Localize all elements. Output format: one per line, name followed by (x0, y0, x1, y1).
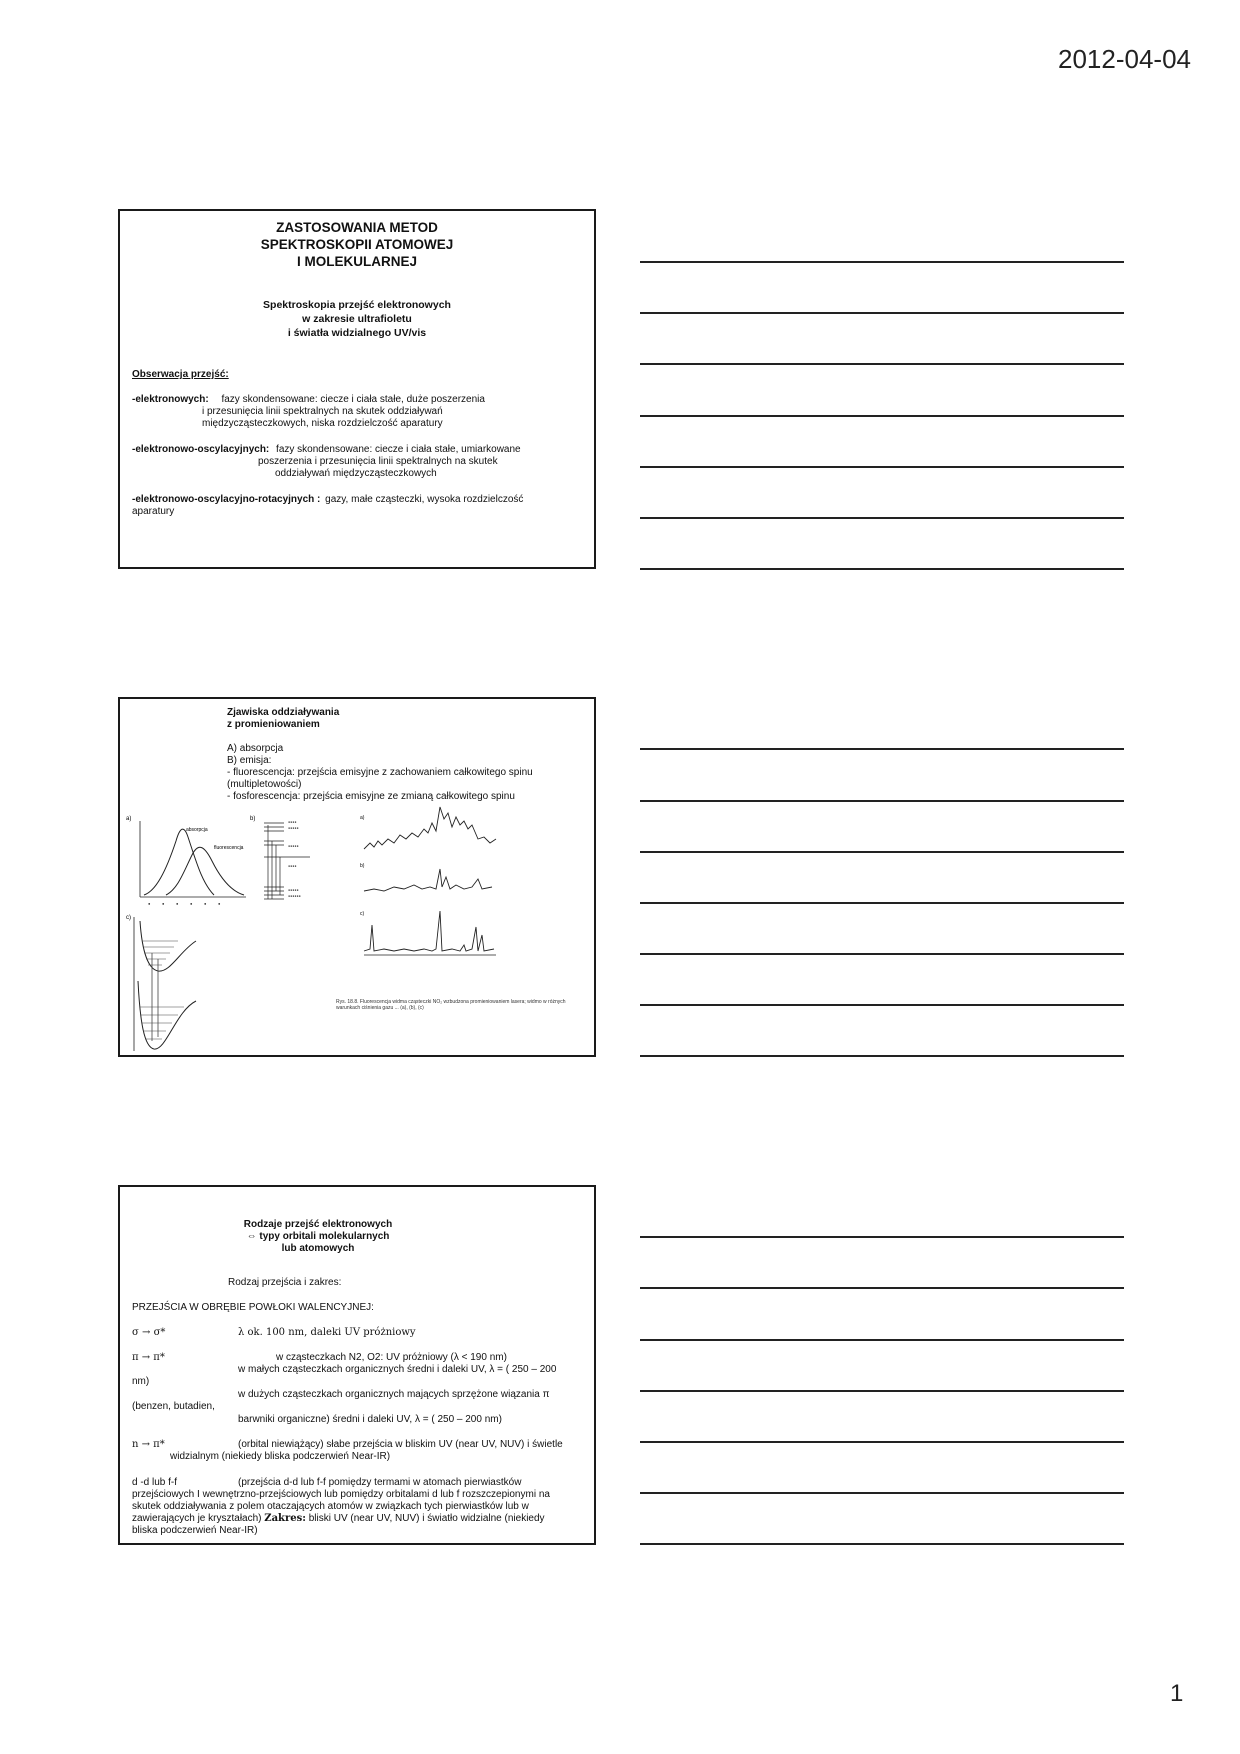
slide-3-title-line: Rodzaje przejść elektronowych (243, 1219, 393, 1230)
slide-1-subtitle (120, 298, 594, 340)
body-line: - fluorescencja: przejścia emisyjne z zachowaniem całkowitego spinu (227, 767, 533, 778)
svg-text:●: ● (204, 901, 207, 906)
svg-text:●●●●●: ●●●●● (288, 888, 299, 892)
n-pi-transition-symbol: n → π* (132, 1439, 165, 1450)
observation-heading: Obserwacja przejść: (132, 369, 229, 380)
body-line: A) absorpcja (227, 743, 284, 754)
item-term: -elektronowo-oscylacyjnych: (132, 444, 270, 455)
note-line (640, 312, 1124, 314)
item-electronic (132, 394, 485, 406)
svg-text:●●●●●: ●●●●● (288, 826, 299, 830)
pi-line: nm) (132, 1376, 150, 1387)
item-term: -elektronowych: (132, 394, 209, 405)
slide-1-title (120, 219, 594, 270)
spectrum-a-label: a) (360, 815, 365, 821)
title-line: I MOLEKULARNEJ (296, 254, 417, 269)
slide-3-intro: Rodzaj przejścia i zakres: (228, 1277, 342, 1288)
note-line (640, 363, 1124, 365)
slide-3-title-line: lub atomowych (281, 1243, 355, 1254)
slide-3 (118, 1185, 596, 1545)
note-line (640, 748, 1124, 750)
note-line (640, 261, 1124, 263)
note-line (640, 415, 1124, 417)
slide-2-title-line: Zjawiska oddziaływania (227, 707, 340, 718)
item-line: i przesunięcia linii spektralnych na skutek oddziaływań (202, 406, 443, 417)
absorption-fluorescence-plot (126, 811, 250, 911)
item-rovibronic (132, 494, 523, 506)
absorpcja-label: absorpcja (186, 827, 208, 833)
pi-transition-symbol: π → π* (132, 1352, 165, 1363)
note-line (640, 902, 1124, 904)
panel-a-label: a) (126, 816, 132, 822)
note-line (640, 1543, 1124, 1545)
svg-text:●: ● (162, 901, 165, 906)
item-line: fazy skondensowane: ciecze i ciała stałe, duże poszerzenia (221, 394, 485, 405)
note-line (640, 568, 1124, 570)
potential-curves-diagram (126, 911, 206, 1057)
fluorescence-spectra (360, 799, 510, 969)
note-line (640, 1236, 1124, 1238)
svg-text:●●●●: ●●●● (288, 820, 297, 824)
spectrum-c-label: c) (360, 911, 365, 917)
item-line: poszerzenia i przesunięcia linii spektralnych na skutek (258, 456, 498, 467)
dd-transition-symbol: d -d lub f-f (132, 1477, 178, 1488)
svg-text:●: ● (190, 901, 193, 906)
figure-caption: Rys. 18.8. Fluorescencja widma cząsteczki NO₂ wzbudzona promieniowaniem lasera; widmo w różnych warunkach ciśnienia gazu ... (a), (b), (c) (336, 999, 566, 1011)
pi-line: w dużych cząsteczkach organicznych mających sprzężone wiązania π (238, 1389, 550, 1400)
body-line: B) emisja: (227, 755, 272, 766)
panel-c-label: c) (126, 915, 131, 921)
note-line (640, 1492, 1124, 1494)
note-line (640, 1390, 1124, 1392)
panel-b-label: b) (250, 816, 256, 822)
svg-text:●●●●: ●●●● (288, 864, 297, 868)
slide-2-title-line: z promieniowaniem (227, 719, 320, 730)
dd-line: bliska podczerwień Near-IR) (132, 1525, 258, 1536)
pi-line: (benzen, butadien, (132, 1401, 215, 1412)
svg-text:●: ● (176, 901, 179, 906)
note-line (640, 953, 1124, 955)
title-line: ZASTOSOWANIA METOD (276, 220, 438, 235)
item-vibronic (132, 444, 521, 456)
svg-text:●: ● (148, 901, 151, 906)
subtitle-line: w zakresie ultrafioletu (302, 313, 412, 325)
fluorescencja-label: fluorescencja (214, 845, 244, 851)
note-line (640, 800, 1124, 802)
note-line (640, 1339, 1124, 1341)
item-line: oddziaływań międzycząsteczkowych (275, 468, 437, 479)
subtitle-line: Spektroskopia przejść elektronowych (263, 299, 451, 311)
slide-3-title-line: ⇔ typy orbitali molekularnych (246, 1231, 390, 1242)
note-line (640, 1441, 1124, 1443)
page-date: 2012-04-04 (1058, 44, 1191, 74)
dd-line (132, 1513, 545, 1525)
sigma-transition-symbol: σ → σ* (132, 1327, 166, 1338)
dd-line-part: bliski UV (near UV, NUV) i światło widzialne (niekiedy (305, 1513, 545, 1524)
dd-line: skutek oddziaływania z polem otaczających atomów w związkach tych pierwiastków lub w (132, 1501, 529, 1512)
spectrum-b-label: b) (360, 863, 365, 869)
slide-3-section: PRZEJŚCIA W OBRĘBIE POWŁOKI WALENCYJNEJ: (132, 1302, 374, 1313)
note-line (640, 1055, 1124, 1057)
dd-line: (przejścia d-d lub f-f pomiędzy termami w atomach pierwiastków (238, 1477, 522, 1488)
n-pi-line: (orbital niewiążący) słabe przejścia w bliskim UV (near UV, NUV) i świetle (238, 1439, 563, 1450)
item-term: -elektronowo-oscylacyjno-rotacyjnych : (132, 494, 321, 505)
item-line: fazy skondensowane: ciecze i ciała stałe, umiarkowane (276, 444, 521, 455)
subtitle-line: i światła widzialnego UV/vis (287, 327, 427, 339)
body-line: - fosforescencja: przejścia emisyjne ze zmianą całkowitego spinu (227, 791, 515, 802)
n-pi-line: widzialnym (niekiedy bliska podczerwień Near-IR) (170, 1451, 391, 1462)
sigma-transition-text: λ ok. 100 nm, daleki UV próżniowy (238, 1327, 416, 1338)
item-line: międzycząsteczkowych, niska rozdzielczość aparatury (202, 418, 443, 429)
note-line (640, 517, 1124, 519)
svg-text:●●●●●●: ●●●●●● (288, 894, 301, 898)
item-line: aparatury (132, 506, 175, 517)
note-line (640, 1004, 1124, 1006)
dd-zakres-label: Zakres: (264, 1513, 306, 1524)
slide-2 (118, 697, 596, 1057)
dd-line: przejściowych I wewnętrzno-przejściowych lub pomiędzy orbitalami d lub f rozszczepionymi na (132, 1489, 550, 1500)
pi-line: barwniki organiczne) średni i daleki UV, λ = ( 250 – 200 nm) (238, 1414, 502, 1425)
pi-line: w cząsteczkach N2, O2: UV próżniowy (λ < 190 nm) (276, 1352, 507, 1363)
note-line (640, 1287, 1124, 1289)
energy-level-diagram (250, 811, 340, 911)
item-line: gazy, małe cząsteczki, wysoka rozdzielczość (325, 494, 524, 505)
note-line (640, 851, 1124, 853)
note-line (640, 466, 1124, 468)
title-line: SPEKTROSKOPII ATOMOWEJ (260, 237, 454, 252)
svg-text:●: ● (218, 901, 221, 906)
page-number: 1 (1170, 1680, 1184, 1707)
body-line: (multipletowości) (227, 779, 302, 790)
svg-text:●●●●●: ●●●●● (288, 844, 299, 848)
slide-1 (118, 209, 596, 569)
pi-line: w małych cząsteczkach organicznych średni i daleki UV, λ = ( 250 – 200 (238, 1364, 557, 1375)
dd-line-part: zawierających je kryształach) (132, 1513, 265, 1524)
